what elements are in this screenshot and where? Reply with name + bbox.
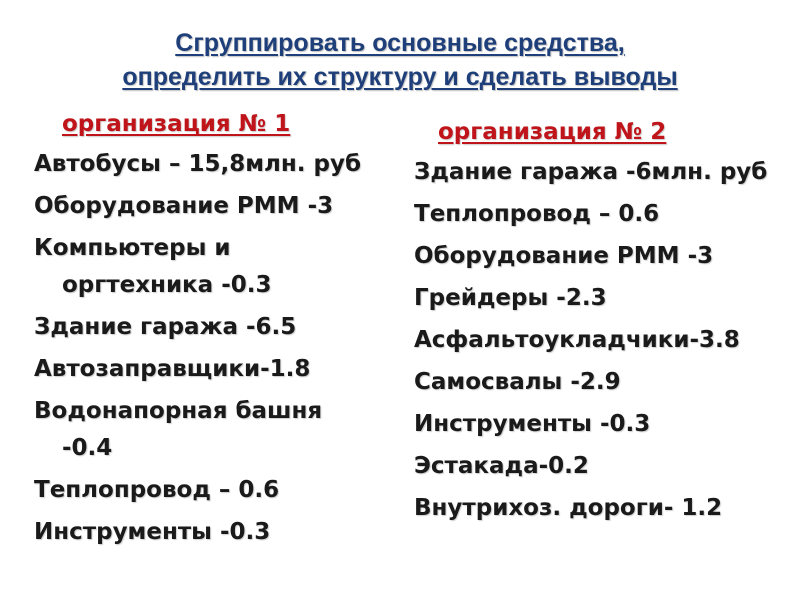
list-item: Эстакада-0.2 — [414, 453, 589, 479]
organization-2-heading: организация № 2 — [438, 119, 667, 145]
list-item: Асфальтоукладчики-3.8 — [414, 327, 740, 353]
list-item: Теплопровод – 0.6 — [414, 201, 660, 227]
list-item: Внутрихоз. дороги- 1.2 — [414, 495, 723, 521]
list-item: Здание гаража -6млн. руб — [414, 159, 768, 185]
list-item: Инструменты -0.3 — [34, 519, 271, 545]
list-item: Теплопровод – 0.6 — [34, 477, 280, 503]
list-item: Самосвалы -2.9 — [414, 369, 621, 395]
organization-2-list — [414, 154, 772, 527]
list-item: Инструменты -0.3 — [414, 411, 651, 437]
organization-2-column — [414, 116, 772, 532]
list-item: Здание гаража -6.5 — [34, 314, 297, 340]
title-line-2: определить их структуру и сделать выводы — [122, 63, 678, 91]
title-line-1: Сгруппировать основные средства, — [175, 29, 625, 57]
list-item: Компьютеры и оргтехника -0.3 — [34, 235, 272, 298]
organization-1-column — [34, 108, 376, 556]
slide-title — [0, 26, 800, 94]
organization-1-list — [34, 146, 376, 551]
list-item: Оборудование РММ -3 — [414, 243, 714, 269]
list-item: Автозаправщики-1.8 — [34, 356, 311, 382]
list-item: Водонапорная башня -0.4 — [34, 398, 323, 461]
organization-1-heading: организация № 1 — [62, 111, 291, 137]
list-item: Оборудование РММ -3 — [34, 193, 334, 219]
list-item: Автобусы – 15,8млн. руб — [34, 151, 362, 177]
list-item: Грейдеры -2.3 — [414, 285, 607, 311]
